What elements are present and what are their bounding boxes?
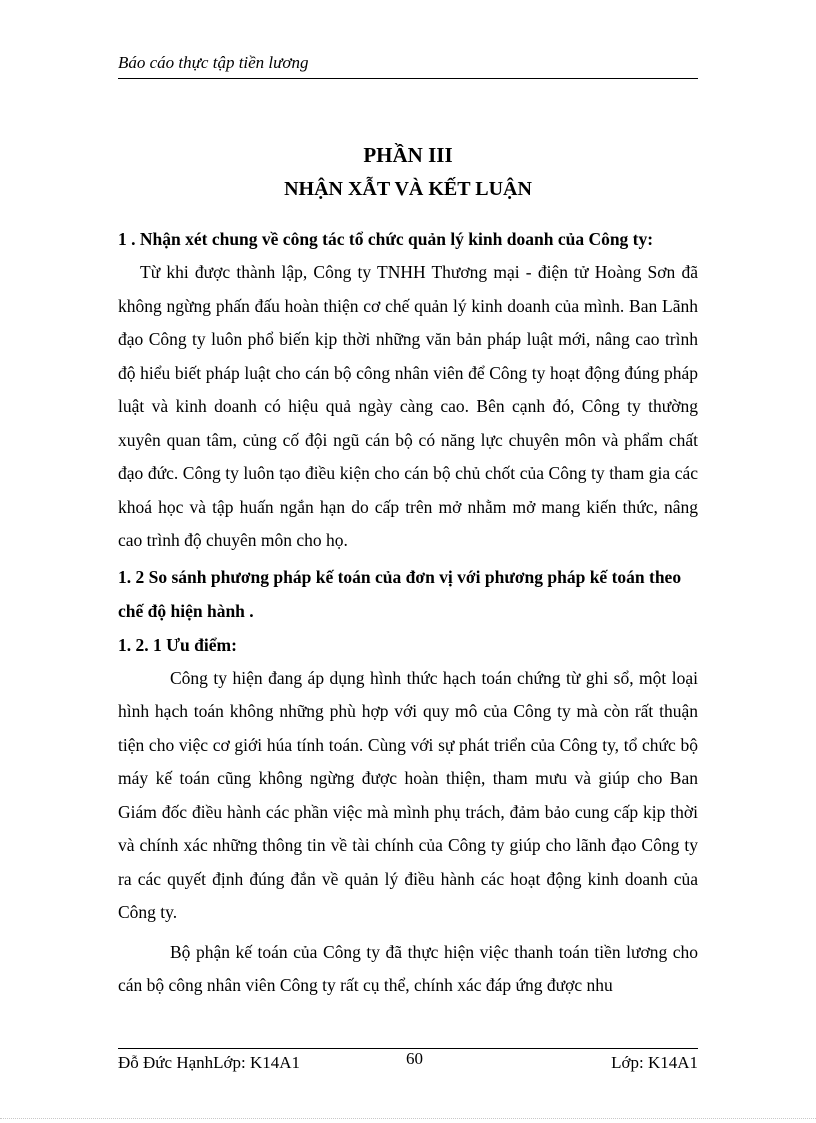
page-number: 60 — [406, 1049, 423, 1068]
part-title: PHẦN III — [363, 143, 453, 167]
section-1-2-heading: 1. 2 So sánh phương pháp kế toán của đơn vị với phương pháp kế toán theo chế độ hiện hành . — [118, 566, 682, 621]
footer-class-label: Lớp: K14A1 — [611, 1053, 698, 1072]
section-1-2-1-heading: 1. 2. 1 Ưu điểm: — [118, 634, 237, 655]
page-bottom-edge — [0, 1118, 816, 1119]
running-header: Báo cáo thực tập tiền lương — [118, 52, 698, 79]
section-1-2-1-paragraph-2: Bộ phận kế toán của Công ty đã thực hiện việc thanh toán tiền lương cho cán bộ công nhân viên Công ty rất cụ thể, chính xác đáp ứng được nhu — [118, 941, 698, 995]
main-content — [118, 222, 698, 1003]
section-1-paragraph: Từ khi được thành lập, Công ty TNHH Thương mại - điện tử Hoàng Sơn đã không ngừng phấn đấu hoàn thiện cơ chế quản lý kinh doanh của mình. Ban Lãnh đạo Công ty luôn phổ biến kịp thời những văn bản pháp luật mới, nâng cao trình độ hiểu biết pháp luật cho cán bộ công nhân viên để Công ty hoạt động đúng pháp luật và kinh doanh có hiệu quả ngày càng cao. Bên cạnh đó, Công ty thường xuyên quan tâm, củng cố đội ngũ cán bộ có năng lực chuyên môn và phẩm chất đạo đức. Công ty luôn tạo điều kiện cho cán bộ chủ chốt của Công ty tham gia các khoá học và tập huấn ngắn hạn do cấp trên mở nhằm mở mang kiến thức, nâng cao trình độ chuyên môn cho họ. — [118, 262, 698, 550]
page-footer — [118, 1048, 698, 1072]
part-subtitle: NHẬN XẪT VÀ KẾT LUẬN — [284, 178, 532, 200]
footer-author: Đỗ Đức HạnhLớp: K14A1 — [118, 1053, 301, 1072]
section-1-heading: 1 . Nhận xét chung về công tác tổ chức quản lý kinh doanh của Công ty: — [118, 229, 654, 249]
title-block — [118, 138, 698, 206]
section-1-2-1-paragraph-1: Công ty hiện đang áp dụng hình thức hạch toán chứng từ ghi sổ, một loại hình hạch toán không những phù hợp với quy mô của Công ty mà còn rất thuận tiện cho việc cơ giới húa tính toán. Cùng với sự phát triển của Công ty, tổ chức bộ máy kế toán cũng không ngừng được hoàn thiện, tham mưu và giúp cho Ban Giám đốc điều hành các phần việc mà mình phụ trách, đảm bảo cung cấp kịp thời và chính xác những thông tin về tài chính của Công ty giúp cho lãnh đạo Công ty ra các quyết định đúng đắn về quản lý điều hành các hoạt động kinh doanh của Công ty. — [118, 667, 698, 922]
